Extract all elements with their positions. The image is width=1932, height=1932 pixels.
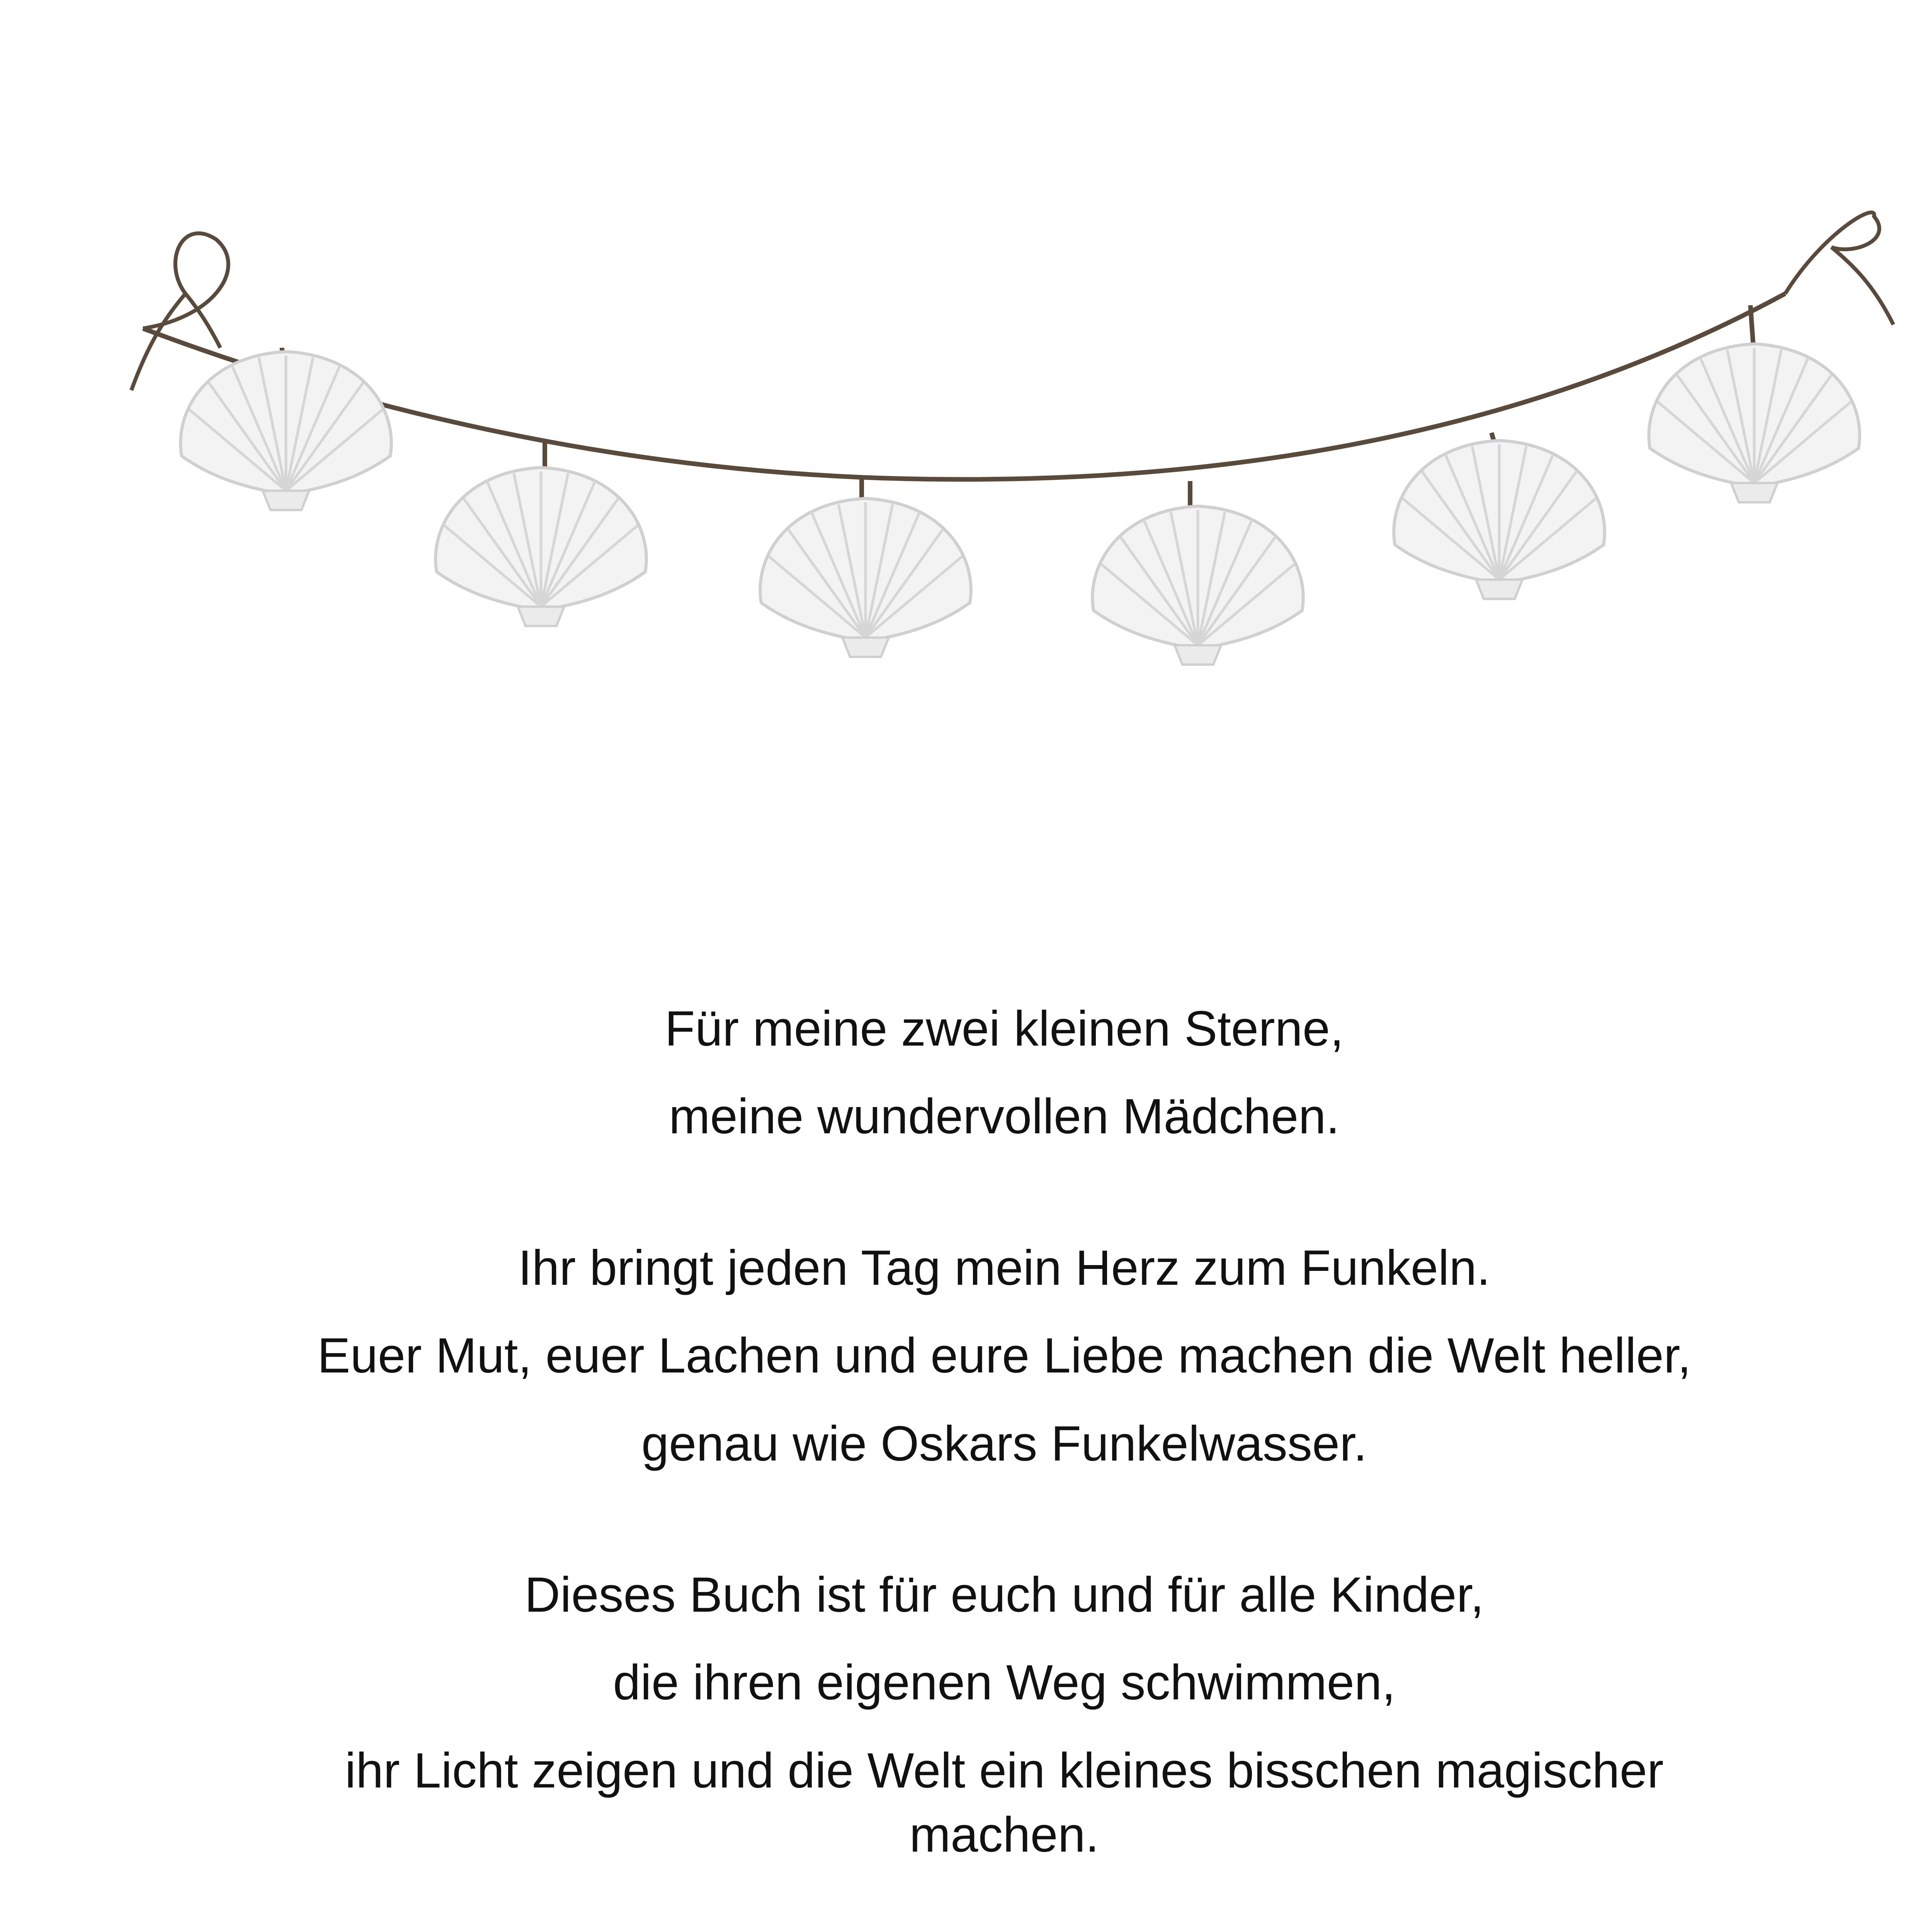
dedication-line: genau wie Oskars Funkelwasser. bbox=[641, 1416, 1367, 1471]
shell-garland-illustration bbox=[0, 0, 1932, 696]
dedication-line: die ihren eigenen Weg schwimmen, bbox=[613, 1655, 1396, 1711]
dedication-line: ihr Licht zeigen und die Welt ein kleines bisschen magischer machen. bbox=[345, 1743, 1664, 1863]
dedication-line: meine wundervollen Mädchen. bbox=[668, 1089, 1340, 1145]
dedication-line: Euer Mut, euer Lachen und eure Liebe machen die Welt heller, bbox=[317, 1328, 1691, 1384]
stanza-2 bbox=[232, 1236, 1777, 1476]
stanza-1 bbox=[232, 997, 1777, 1149]
dedication-line: Ihr bringt jeden Tag mein Herz zum Funkeln. bbox=[518, 1240, 1491, 1296]
dedication-text bbox=[232, 997, 1777, 1932]
dedication-line: Für meine zwei kleinen Sterne, bbox=[665, 1001, 1344, 1056]
dedication-line: Dieses Buch ist für euch und für alle Kinder, bbox=[524, 1567, 1484, 1622]
stanza-3 bbox=[232, 1563, 1777, 1867]
